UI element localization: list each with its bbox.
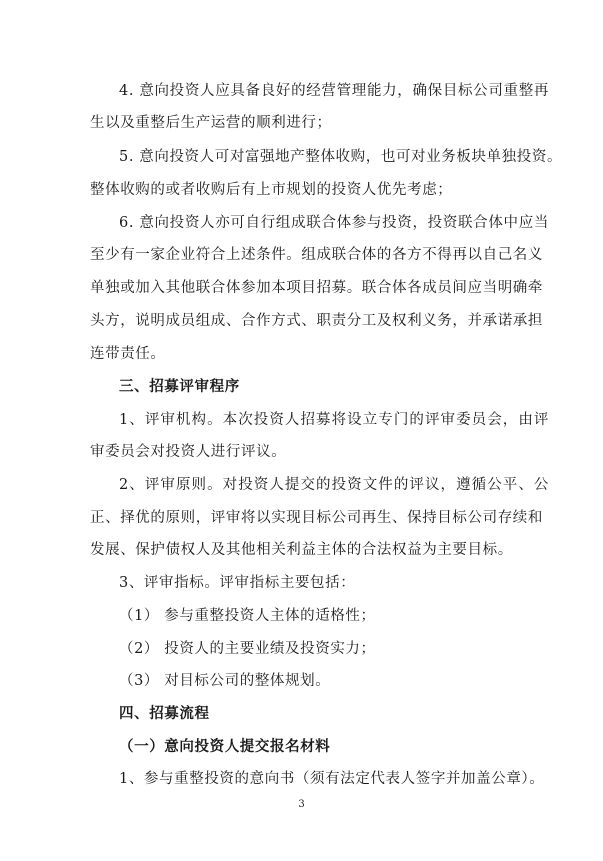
section4-p1-line1: 1、参与重整投资的意向书（须有法定代表人签字并加盖公章）。 <box>119 771 545 787</box>
section3-p1-line1: 1、评审机构。本次投资人招募将设立专门的评审委员会，由评 <box>119 412 549 428</box>
item6-line5: 连带责任。 <box>90 346 166 362</box>
item4-line1: 4. 意向投资人应具备良好的经营管理能力，确保目标公司重整再 <box>119 83 549 99</box>
section3-p2-line1: 2、评审原则。对投资人提交的投资文件的评议，遵循公平、公 <box>119 477 549 493</box>
section4-subheading: （一）意向投资人提交报名材料 <box>119 739 331 755</box>
item5-line2: 整体收购的或者收购后有上市规划的投资人优先考虑； <box>90 182 453 198</box>
section3-heading: 三、招募评审程序 <box>119 379 240 395</box>
section3-p3-line1: 3、评审指标。评审指标主要包括： <box>119 575 356 591</box>
item6-line4: 头方，说明成员组成、合作方式、职责分工及权利义务，并承诺承担 <box>90 313 543 329</box>
item6-line1: 6. 意向投资人亦可自行组成联合体参与投资，投资联合体中应当 <box>119 215 549 231</box>
item6-line3: 单独或加入其他联合体参加本项目招募。联合体各成员间应当明确牵 <box>90 280 543 296</box>
criteria-item-2: （2） 投资人的主要业绩及投资实力； <box>119 641 376 657</box>
criteria-item-1: （1） 参与重整投资人主体的适格性； <box>119 608 376 624</box>
item6-line2: 至少有一家企业符合上述条件。组成联合体的各方不得再以自己名义 <box>90 247 543 263</box>
section4-heading: 四、招募流程 <box>119 706 210 722</box>
criteria-item-3: （3） 对目标公司的整体规划。 <box>119 673 331 689</box>
item4-line2: 生以及重整后生产运营的顺利进行； <box>90 115 332 131</box>
item5-line1: 5. 意向投资人可对富强地产整体收购，也可对业务板块单独投资。 <box>119 149 563 165</box>
section3-p2-line3: 发展、保护债权人及其他相关利益主体的合法权益为主要目标。 <box>90 542 513 558</box>
section3-p1-line2: 审委员会对投资人进行评议。 <box>90 444 287 460</box>
page-number: 3 <box>298 799 305 810</box>
section3-p2-line2: 正、择优的原则，评审将以实现目标公司再生、保持目标公司存续和 <box>90 510 543 526</box>
